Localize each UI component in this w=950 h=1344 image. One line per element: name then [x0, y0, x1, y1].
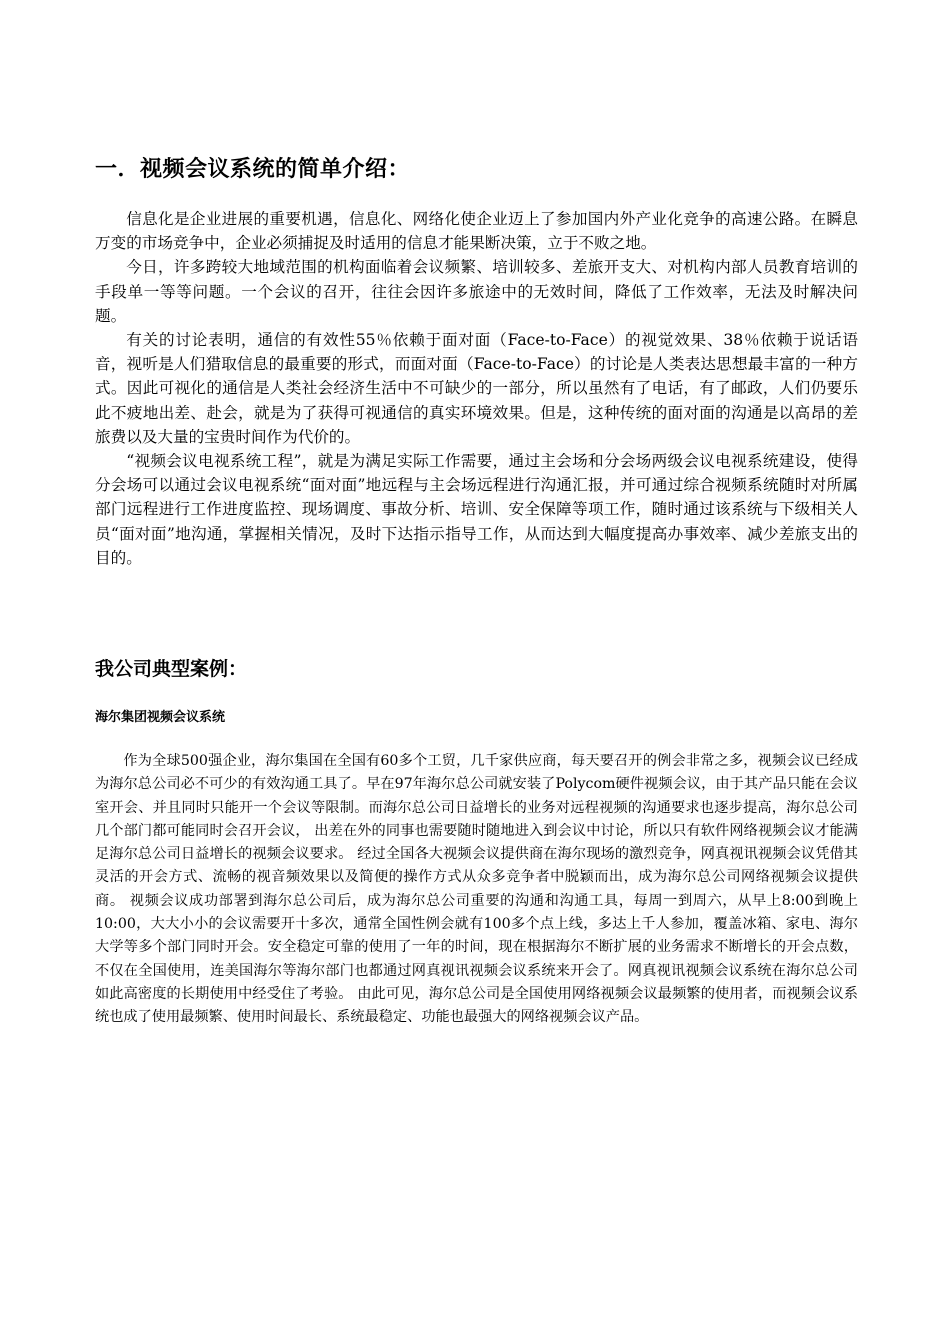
case-paragraph: 作为全球500强企业，海尔集国在全国有60多个工贸，几千家供应商，每天要召开的例会非常之多，视频会议已经成为海尔总公司必不可少的有效沟通工具了。早在97年海尔总公司就安装了Polycom硬件视频会议，由于其产品只能在会议室开会、并且同时只能开一个会议等限制。而海尔总公司日益增长的业务对远程视频的沟通要求也逐步提高，海尔总公司几个部门都可能同时会召开会议， 出差在外的同事也需要随时随地进入到会议中讨论，所以只有软件网络视频会议才能满足海尔总公司日益增长的视频会议要求。 经过全国各大视频会议提供商在海尔现场的激烈竞争，网真视讯视频会议凭借其灵活的开会方式、流畅的视音频效果以及简便的操作方式从众多竞争者中脱颖而出，成为海尔总公司网络视频会议提供商。 视频会议成功部署到海尔总公司后，成为海尔总公司重要的沟通和沟通工具，每周一到周六，从早上8:00到晚上10:00，大大小小的会议需要开十多次，通常全国性例会就有100多个点上线，多达上千人参加，覆盖冰箱、家电、海尔大学等多个部门同时开会。安全稳定可靠的使用了一年的时间，现在根据海尔不断扩展的业务需求不断增长的开会点数，不仅在全国使用，连美国海尔等海尔部门也都通过网真视讯视频会议系统来开会了。网真视讯视频会议系统在海尔总公司如此高密度的长期使用中经受住了考验。 由此可见，海尔总公司是全国使用网络视频会议最频繁的使用者，而视频会议系统也成了使用最频繁、使用时间最长、系统最稳定、功能也最强大的网络视频会议产品。 — [95, 753, 858, 1026]
intro-paragraph-2: 今日，许多跨较大地域范围的机构面临着会议频繁、培训较多、差旅开支大、对机构内部人员教育培训的手段单一等等问题。一个会议的召开，往往会因许多旅途中的无效时间，降低了工作效率，无法及时解决问题。 — [95, 258, 858, 325]
case-subtitle: 海尔集团视频会议系统 — [95, 710, 226, 725]
intro-paragraph-4: “视频会议电视系统工程”，就是为满足实际工作需要，通过主会场和分会场两级会议电视系统建设，使得分会场可以通过会议电视系统“面对面”地远程与主会场远程进行沟通汇报，并可通过综合视频系统随时对所属部门远程进行工作进度监控、现场调度、事故分析、培训、安全保障等项工作，随时通过该系统与下级相关人员“面对面”地沟通，掌握相关情况，及时下达指示指导工作，从而达到大幅度提高办事效率、减少差旅支出的目的。 — [95, 452, 858, 567]
intro-paragraph-3: 有关的讨论表明，通信的有效性55％依赖于面对面（Face-to-Face）的视觉效果、38％依赖于说话语音，视听是人们猎取信息的最重要的形式，而面对面（Face-to-Face）的讨论是人类表达思想最丰富的一种方式。因此可视化的通信是人类社会经济生活中不可缺少的一部分，所以虽然有了电话，有了邮政，人们仍要乐此不疲地出差、赴会，就是为了获得可视通信的真实环境效果。但是，这种传统的面对面的沟通是以高昂的差旅费以及大量的宝贵时间作为代价的。 — [95, 331, 858, 446]
case-section — [95, 750, 858, 1030]
section-title: 一．视频会议系统的简单介绍： — [95, 157, 411, 182]
case-title: 我公司典型案例： — [95, 658, 248, 680]
intro-paragraph-1: 信息化是企业进展的重要机遇，信息化、网络化使企业迈上了参加国内外产业化竞争的高速公路。在瞬息万变的市场竞争中，企业必须捕捉及时适用的信息才能果断决策，立于不败之地。 — [95, 210, 858, 253]
intro-section — [95, 207, 858, 570]
